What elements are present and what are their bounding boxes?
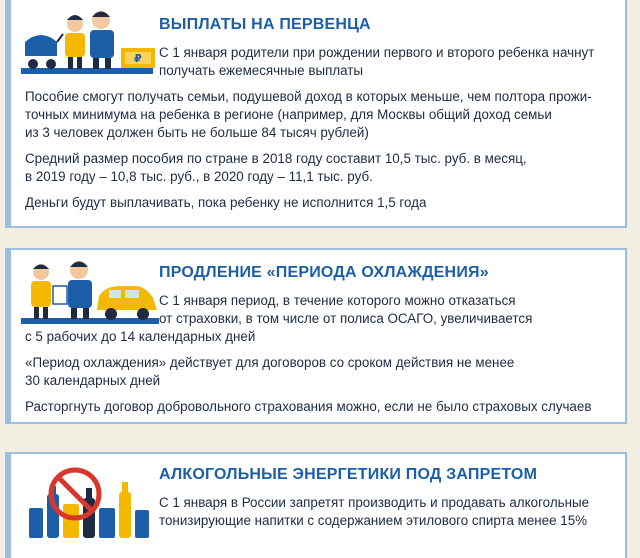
- duration-line: Деньги будут выплачивать, пока ребенку не исполнится 1,5 года: [25, 195, 427, 210]
- intro-line-1: С 1 января в России запретят производить и продавать алкогольные: [159, 495, 590, 510]
- eligibility-line-1: Пособие смогут получать семьи, подушевой доход в которых меньше, чем полтора прожи-: [25, 89, 592, 104]
- validity-line-1: «Период охлаждения» действует для договоров со сроком действия не менее: [25, 355, 515, 370]
- termination-line: Расторгнуть договор добровольного страхования можно, если не было страховых случаев: [25, 399, 592, 414]
- prohibited-drinks-icon: [21, 464, 159, 544]
- family-with-stroller-icon: [21, 8, 159, 76]
- section-title-cooling-period: ПРОДЛЕНИЕ «ПЕРИОДА ОХЛАЖДЕНИЯ»: [159, 264, 489, 281]
- intro-line-2: от страховки, в том числе от полиса ОСАГО, увеличивается: [159, 311, 533, 326]
- validity-line-2: 30 календарных дней: [25, 373, 161, 388]
- section-title-energy-drinks: АЛКОГОЛЬНЫЕ ЭНЕРГЕТИКИ ПОД ЗАПРЕТОМ: [159, 466, 538, 483]
- section-alcoholic-energy-drinks: [5, 452, 627, 558]
- amount-line-1: Средний размер пособия по стране в 2018 году составит 10,5 тыс. руб. в месяц,: [25, 151, 527, 166]
- section-first-child-payments: [5, 0, 627, 228]
- people-with-car-icon: [21, 258, 159, 326]
- intro-line-1: С 1 января родители при рождении первого и второго ребенка начнут: [159, 45, 595, 60]
- intro-line-2: тонизирующие напитки с содержанием этилового спирта менее 15%: [159, 513, 588, 528]
- eligibility-line-2: точных минимума на ребенка в регионе (например, для Москвы общий доход семьи: [25, 107, 552, 122]
- svg-text:₽: ₽: [134, 52, 142, 65]
- section-cooling-period: [5, 248, 627, 424]
- section-title-first-child: ВЫПЛАТЫ НА ПЕРВЕНЦА: [159, 16, 371, 33]
- amount-line-2: в 2019 году – 10,8 тыс. руб., в 2020 году – 11,1 тыс. руб.: [25, 169, 373, 184]
- intro-line-2: получать ежемесячные выплаты: [159, 63, 364, 78]
- eligibility-line-3: из 3 человек должен быть не больше 84 тысяч рублей): [25, 125, 369, 140]
- intro-line-1: С 1 января период, в течение которого можно отказаться: [159, 293, 516, 308]
- intro-line-3: с 5 рабочих до 14 календарных дней: [25, 329, 256, 344]
